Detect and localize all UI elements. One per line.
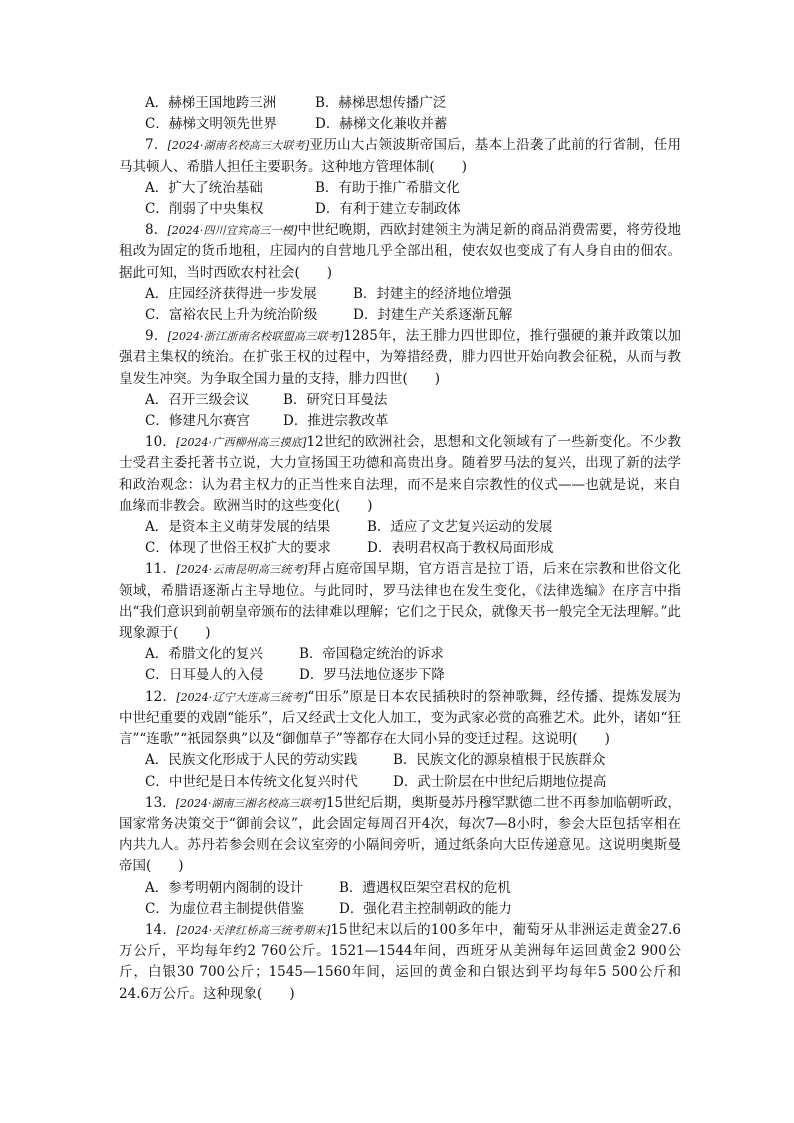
question-source: [2024·广西柳州高三摸底] xyxy=(176,436,307,450)
option-row xyxy=(119,750,681,771)
question-source: [2024·四川宜宾高三一模] xyxy=(167,224,298,238)
option-d: D．封建生产关系逐渐瓦解 xyxy=(353,307,513,324)
question-11 xyxy=(119,559,681,686)
question-7 xyxy=(119,135,681,220)
option-b: B．遭遇权臣架空君权的危机 xyxy=(339,879,511,896)
option-row xyxy=(119,199,681,220)
option-d: D．推进宗教改革 xyxy=(283,413,389,430)
question-number: 7． xyxy=(145,137,168,154)
option-a: A．民族文化形成于人民的劳动实践 xyxy=(145,752,358,769)
option-d: D．武士阶层在中世纪后期地位提高 xyxy=(393,773,607,790)
question-source: [2024·湖南三湘名校高三联考] xyxy=(175,796,326,810)
question-number: 9． xyxy=(145,328,168,345)
question-stem xyxy=(119,432,681,517)
option-c: C．削弱了中央集权 xyxy=(145,201,264,218)
question-text: 中世纪晚期，西欧封建领主为满足新的商品消费需要，将劳役地租改为固定的货币地租，庄园内的自营地几乎全部出租，使农奴也变成了有人身自由的佃农。据此可知，当时西欧农村社会( ) xyxy=(119,222,682,281)
option-c: C．体现了世俗王权扩大的要求 xyxy=(145,540,331,557)
option-d: D．表明君权高于教权局面形成 xyxy=(367,540,554,557)
option-c: C．修建凡尔赛宫 xyxy=(145,413,250,430)
question-number: 11． xyxy=(145,561,177,578)
option-row xyxy=(119,899,681,920)
exam-page xyxy=(119,93,681,1005)
option-row xyxy=(119,772,681,793)
question-text: 亚历山大占领波斯帝国后，基本上沿袭了此前的行省制，任用马其顿人、希腊人担任主要职务。这种地方管理体制( ) xyxy=(119,137,682,175)
option-a: A．是资本主义萌芽发展的结果 xyxy=(145,519,331,536)
option-c: C．中世纪是日本传统文化复兴时代 xyxy=(145,773,358,790)
question-text: 15世纪后期，奥斯曼苏丹穆罕默德二世不再参加临朝听政，国家常务决策交于“御前会议”，此会固定每周召开4次，每次7—8小时，参会大臣包括宰相在内共九人。苏丹若参会则在会议室旁的小隔间旁听，通过纸条向大臣传递意见。这说明奥斯曼帝国( ) xyxy=(119,794,681,875)
question-number: 8． xyxy=(145,222,168,239)
question-number: 13． xyxy=(145,794,176,811)
option-row xyxy=(119,878,681,899)
question-text: 拜占庭帝国早期，官方语言是拉丁语，后来在宗教和世俗文化领域，希腊语逐渐占主导地位。与此同时，罗马法律也在发生变化，《法律选编》在序言中指出“我们意识到前朝皇帝颁布的法律难以理解；它们之于民众，就像天书一般完全无法理解。”此现象源于( ) xyxy=(119,561,682,642)
option-row xyxy=(119,517,681,538)
question-stem xyxy=(119,135,681,177)
question-stem xyxy=(119,687,681,751)
question-text: “田乐”原是日本农民插秧时的祭神歌舞，经传播、提炼发展为中世纪重要的戏剧“能乐”，后又经武士文化人加工，变为武家必赏的高雅艺术。此外，诸如“狂言”“连歌”“祇园祭典”以及“御伽草子”等都存在大同小异的变迁过程。这说明( ) xyxy=(119,688,681,748)
option-row xyxy=(119,93,681,114)
question-text: 12世纪的欧洲社会，思想和文化领域有了一些新变化。不少教士受君主委托著书立说，大力宣扬国王功德和高贵出身。随着罗马法的复兴，出现了新的法学和政治观念：认为君主权力的正当性来自法理，而不是来自宗教性的仪式——也就是说，来自血缘而非教会。欧洲当时的这些变化( ) xyxy=(119,434,681,514)
option-row xyxy=(119,390,681,411)
question-12 xyxy=(119,687,681,793)
question-8 xyxy=(119,220,681,326)
option-a: A．召开三级会议 xyxy=(145,391,250,408)
question-source: [2024·天津红桥高三统考期末] xyxy=(176,923,331,937)
option-c: C．富裕农民上升为统治阶级 xyxy=(145,307,318,324)
question-6-options xyxy=(119,93,681,135)
question-9 xyxy=(119,326,681,432)
option-d: D．罗马法地位逐步下降 xyxy=(299,667,445,684)
option-row xyxy=(119,538,681,559)
option-a: A．赫梯王国地跨三洲 xyxy=(145,95,277,111)
question-14 xyxy=(119,920,681,1005)
question-number: 12． xyxy=(145,688,177,705)
option-b: B．帝国稳定统治的诉求 xyxy=(299,646,444,663)
question-source: [2024·辽宁大连高三统考] xyxy=(176,690,308,704)
option-d: D．有利于建立专制政体 xyxy=(315,201,461,218)
option-row xyxy=(119,411,681,432)
option-row xyxy=(119,665,681,686)
option-d: D．赫梯文化兼收并蓄 xyxy=(315,116,448,133)
option-b: B．研究日耳曼法 xyxy=(283,391,388,408)
option-b: B．赫梯思想传播广泛 xyxy=(315,95,447,111)
question-number: 14． xyxy=(145,921,177,938)
option-d: D．强化君主控制朝政的能力 xyxy=(339,900,512,917)
question-text: 1285年，法王腓力四世即位，推行强硬的兼并政策以加强君主集权的统治。在扩张王权的过程中，为筹措经费，腓力四世开始向教会征税，从而与教皇发生冲突。为争取全国力量的支持，腓力四世( ) xyxy=(119,328,682,387)
question-stem xyxy=(119,793,681,878)
question-10 xyxy=(119,432,681,559)
option-row xyxy=(119,305,681,326)
question-stem xyxy=(119,559,681,644)
option-c: C．日耳曼人的入侵 xyxy=(145,667,264,684)
option-b: B．有助于推广希腊文化 xyxy=(315,179,460,196)
option-b: B．民族文化的源泉植根于民族群众 xyxy=(393,752,606,769)
option-a: A．扩大了统治基础 xyxy=(145,179,263,196)
question-source: [2024·浙江浙南名校联盟高三联考] xyxy=(167,330,344,344)
option-c: C．赫梯文明领先世界 xyxy=(145,116,277,133)
question-13 xyxy=(119,793,681,920)
option-b: B．适应了文艺复兴运动的发展 xyxy=(367,519,553,536)
option-b: B．封建主的经济地位增强 xyxy=(353,285,512,302)
option-a: A．参考明朝内阁制的设计 xyxy=(145,879,304,896)
option-row xyxy=(119,178,681,199)
question-stem xyxy=(119,920,681,1005)
option-c: C．为虚位君主制提供借鉴 xyxy=(145,900,304,917)
question-stem xyxy=(119,220,681,284)
option-row xyxy=(119,644,681,665)
option-a: A．希腊文化的复兴 xyxy=(145,646,263,663)
option-row xyxy=(119,284,681,305)
option-a: A．庄园经济获得进一步发展 xyxy=(145,285,317,302)
question-text: 15世纪末以后的100多年中，葡萄牙从非洲运走黄金27.6万公斤，平均每年约2 760公斤。1521—1544年间，西班牙从美洲每年运回黄金2 900公斤，白银30 700公斤；1545—1560年间，运回的黄金和白银达到平均每年5 500公斤和24.6万公斤。这种现象( ) xyxy=(119,921,681,1002)
question-source: [2024·云南昆明高三统考] xyxy=(176,563,308,577)
question-stem xyxy=(119,326,681,390)
question-source: [2024·湖南名校高三大联考] xyxy=(167,139,310,153)
question-number: 10． xyxy=(145,434,177,451)
option-row xyxy=(119,114,681,135)
